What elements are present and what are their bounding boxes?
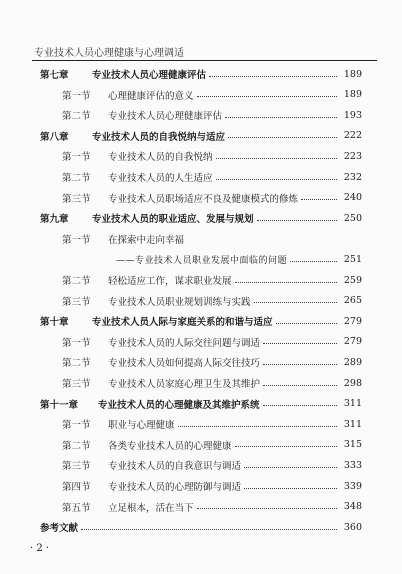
footer-page-number: · 2 · bbox=[30, 543, 50, 554]
header-rule bbox=[32, 60, 377, 61]
toc-page-number: 250 bbox=[343, 212, 362, 224]
toc-entry-number: 第一节 bbox=[62, 337, 91, 349]
toc-entry-title: 参考文献 bbox=[40, 523, 79, 535]
toc-dot-leader bbox=[216, 179, 337, 180]
toc-page-number: 222 bbox=[343, 130, 362, 142]
toc-dot-leader bbox=[225, 117, 337, 118]
toc-page-number: 289 bbox=[343, 356, 362, 368]
toc-section-entry bbox=[0, 457, 362, 473]
toc-entry-title: 专业技术人员的心理健康及其维护系统 bbox=[98, 399, 260, 411]
toc-dot-leader bbox=[244, 467, 337, 468]
toc-page-number: 279 bbox=[343, 336, 362, 348]
toc-entry-title: 专业技术人员的自我意识与调适 bbox=[108, 461, 242, 473]
toc-page-number: 279 bbox=[343, 315, 362, 327]
toc-dot-leader bbox=[254, 302, 337, 303]
toc-entry-title: 专业技术人员的人生适应 bbox=[108, 173, 213, 184]
toc-entry-title: 专业技术人员的心理防御与调适 bbox=[108, 482, 242, 493]
toc-entry-number: 第十一章 bbox=[40, 399, 79, 411]
toc-entry-number: 第二节 bbox=[62, 173, 91, 184]
toc-entry-title: 专业技术人员职业规划训练与实践 bbox=[108, 296, 251, 308]
toc-entry-number: 第四节 bbox=[62, 482, 91, 493]
toc-entry-title: 专业技术人员家庭心理卫生及其维护 bbox=[108, 379, 261, 390]
toc-section-entry bbox=[0, 231, 362, 247]
toc-page-number: 360 bbox=[343, 521, 362, 533]
toc-dot-leader bbox=[263, 405, 337, 406]
toc-entry-number: 第三节 bbox=[62, 379, 91, 390]
toc-page-number: 232 bbox=[343, 171, 362, 183]
toc-entry-title: 在探索中走向幸福 bbox=[108, 234, 185, 246]
toc-page-number: 223 bbox=[343, 150, 362, 162]
toc-entry-title: 专业技术人员心理健康评估 bbox=[108, 111, 223, 123]
toc-dot-leader bbox=[235, 282, 337, 283]
toc-page-number: 189 bbox=[343, 68, 362, 80]
toc-page-number: 348 bbox=[343, 501, 362, 513]
toc-section-entry bbox=[0, 437, 362, 453]
toc-entry-title: 轻松适应工作，谋求职业发展 bbox=[108, 276, 232, 287]
toc-page-number: 251 bbox=[343, 253, 362, 265]
toc-chapter-entry bbox=[0, 210, 362, 226]
toc-entry-number: 第三节 bbox=[62, 296, 91, 308]
toc-section-entry bbox=[0, 148, 362, 164]
toc-entry-title: 专业技术人员如何提高人际交往技巧 bbox=[108, 358, 261, 370]
toc-chapter-entry bbox=[0, 128, 362, 144]
toc-section-entry bbox=[0, 272, 362, 288]
toc-entry-title: 职业与心理健康 bbox=[108, 420, 175, 432]
toc-section-entry bbox=[0, 293, 362, 309]
toc-section-entry bbox=[0, 190, 362, 206]
toc-entry-number: 第二节 bbox=[62, 276, 91, 287]
toc-dot-leader bbox=[290, 261, 337, 262]
toc-entry-title: 心理健康评估的意义 bbox=[108, 90, 194, 102]
toc-entry-number: 第二节 bbox=[62, 111, 91, 123]
toc-entry-number: 第一节 bbox=[62, 234, 91, 246]
toc-section-entry bbox=[0, 354, 362, 370]
toc-section-entry bbox=[0, 416, 362, 432]
toc-dot-leader bbox=[209, 76, 337, 77]
toc-page-number: 333 bbox=[343, 459, 362, 471]
toc-subtitle-entry bbox=[0, 251, 362, 267]
toc-section-entry bbox=[0, 334, 362, 350]
toc-entry-number: 第十章 bbox=[40, 317, 69, 329]
toc-page-number: 311 bbox=[343, 398, 362, 410]
toc-entry-number: 第七章 bbox=[40, 70, 69, 81]
toc-page-number: 315 bbox=[343, 439, 362, 451]
toc-dot-leader bbox=[276, 323, 337, 324]
toc-dot-leader bbox=[216, 158, 337, 159]
toc-entry-number: 第二节 bbox=[62, 358, 91, 370]
toc-dot-leader bbox=[178, 426, 337, 427]
toc-dot-leader bbox=[301, 199, 337, 200]
toc-entry-number: 第一节 bbox=[62, 90, 91, 102]
toc-section-entry bbox=[0, 169, 362, 185]
toc-chapter-entry bbox=[0, 313, 362, 329]
toc-entry-title: ——专业技术人员职业发展中面临的问题 bbox=[116, 255, 288, 266]
toc-chapter-entry bbox=[0, 519, 362, 535]
toc-entry-title: 立足根本，活在当下 bbox=[108, 502, 194, 514]
toc-section-entry bbox=[0, 107, 362, 123]
running-header: 专业技术人员心理健康与心理调适 bbox=[34, 48, 184, 59]
toc-section-entry bbox=[0, 499, 362, 515]
toc-dot-leader bbox=[235, 446, 337, 447]
toc-page-number: 265 bbox=[343, 295, 362, 307]
toc-dot-leader bbox=[257, 220, 337, 221]
toc-page-number: 339 bbox=[343, 480, 362, 492]
toc-dot-leader bbox=[197, 96, 337, 97]
toc-page-number: 189 bbox=[343, 89, 362, 101]
toc-chapter-entry bbox=[0, 66, 362, 82]
toc-dot-leader bbox=[263, 364, 337, 365]
toc-entry-number: 第二节 bbox=[62, 440, 91, 452]
toc-dot-leader bbox=[228, 137, 337, 138]
toc-entry-number: 第八章 bbox=[40, 131, 69, 143]
toc-chapter-entry bbox=[0, 396, 362, 412]
toc-entry-number: 第三节 bbox=[62, 461, 91, 473]
toc-entry-number: 第五节 bbox=[62, 502, 91, 514]
toc-entry-title: 专业技术人员职场适应不良及健康模式的修炼 bbox=[108, 193, 299, 205]
toc-dot-leader bbox=[81, 529, 337, 530]
toc-page-number: 311 bbox=[343, 418, 362, 430]
toc-dot-leader bbox=[244, 488, 337, 489]
toc-entry-title: 专业技术人员心理健康评估 bbox=[92, 70, 207, 81]
toc-entry-number: 第一节 bbox=[62, 152, 91, 164]
toc-entry-title: 专业技术人员的职业适应、发展与规划 bbox=[92, 214, 254, 226]
toc-entry-title: 专业技术人员人际与家庭关系的和谐与适应 bbox=[92, 317, 273, 329]
toc-page-number: 193 bbox=[343, 109, 362, 121]
toc-entry-title: 专业技术人员的自我悦纳与适应 bbox=[92, 131, 226, 143]
toc-page-number: 298 bbox=[343, 377, 362, 389]
toc-page-number: 240 bbox=[343, 192, 362, 204]
toc-page-number: 259 bbox=[343, 274, 362, 286]
toc-entry-title: 各类专业技术人员的心理健康 bbox=[108, 440, 232, 452]
toc-section-entry bbox=[0, 375, 362, 391]
toc-dot-leader bbox=[197, 508, 337, 509]
toc-entry-number: 第一节 bbox=[62, 420, 91, 432]
toc-entry-number: 第三节 bbox=[62, 193, 91, 205]
toc-entry-number: 第九章 bbox=[40, 214, 69, 226]
toc-dot-leader bbox=[263, 343, 337, 344]
toc-dot-leader bbox=[263, 385, 337, 386]
toc-entry-title: 专业技术人员的人际交往问题与调适 bbox=[108, 337, 261, 349]
toc-entry-title: 专业技术人员的自我悦纳 bbox=[108, 152, 213, 164]
toc-section-entry bbox=[0, 478, 362, 494]
toc-section-entry bbox=[0, 87, 362, 103]
